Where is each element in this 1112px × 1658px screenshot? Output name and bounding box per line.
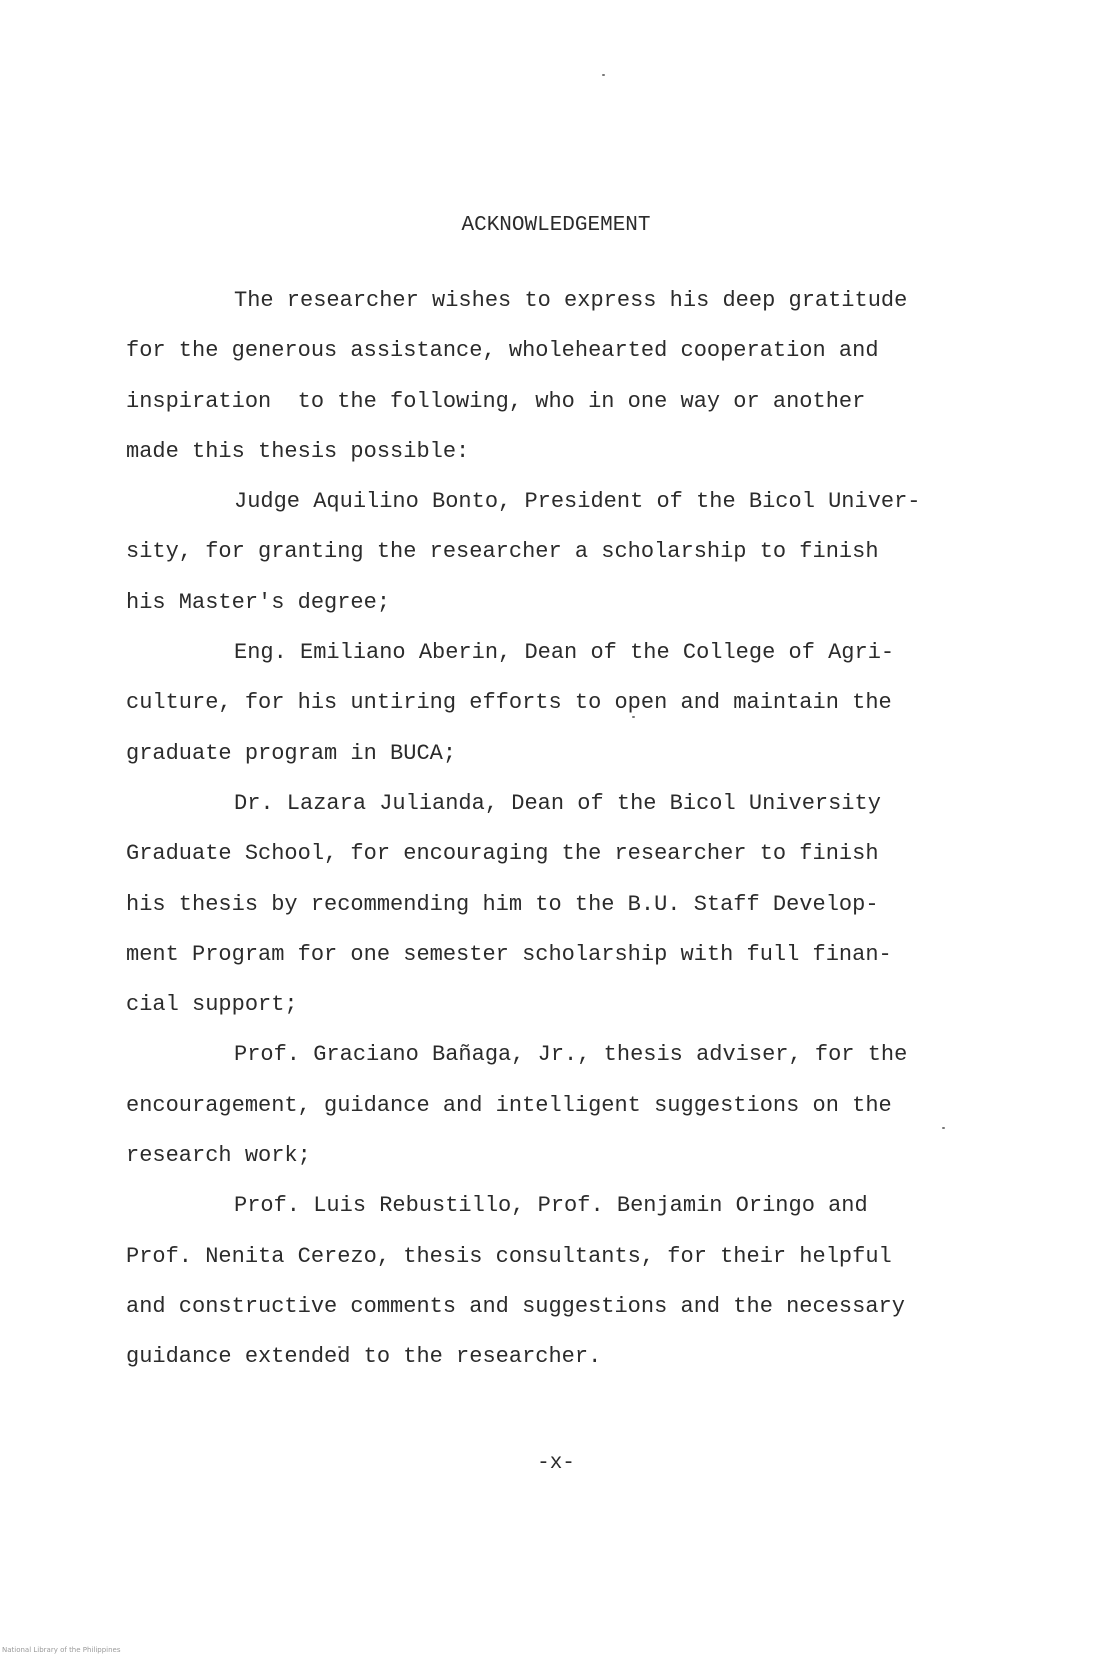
acknowledgement-body [126, 276, 1026, 1383]
footer-note: National Library of the Philippines [2, 1646, 121, 1654]
body-line: Judge Aquilino Bonto, President of the Bicol Univer- [234, 489, 921, 515]
body-line: his Master's degree; [126, 589, 391, 615]
body-line: The researcher wishes to express his deep gratitude [234, 288, 908, 313]
body-line: culture, for his untiring efforts to open and maintain the [126, 690, 892, 716]
body-line: Prof. Nenita Cerezo, thesis consultants, for their helpful [126, 1243, 892, 1269]
body-line: encouragement, guidance and intelligent suggestions on the [126, 1092, 892, 1118]
body-line: research work; [126, 1143, 311, 1169]
body-line: his thesis by recommending him to the B.U. Staff Develop- [126, 891, 879, 917]
body-line: sity, for granting the researcher a scholarship to finish [126, 539, 879, 565]
body-line: Graduate School, for encouraging the researcher to finish [126, 841, 879, 867]
body-line: guidance extended to the researcher. [126, 1344, 602, 1370]
body-line: cial support; [126, 992, 298, 1018]
body-line: made this thesis possible: [126, 438, 470, 464]
body-line: for the generous assistance, wholehearted cooperation and [126, 338, 879, 364]
scan-speck [602, 74, 605, 76]
body-line: inspiration to the following, who in one way or another [126, 388, 866, 414]
body-line: Prof. Graciano Bañaga, Jr., thesis adviser, for the [234, 1042, 908, 1068]
body-line: Prof. Luis Rebustillo, Prof. Benjamin Oringo and [234, 1193, 868, 1219]
body-line: Eng. Emiliano Aberin, Dean of the College of Agri- [234, 640, 895, 666]
body-line: and constructive comments and suggestions and the necessary [126, 1293, 905, 1319]
body-line: graduate program in BUCA; [126, 740, 457, 766]
document-title: ACKNOWLEDGEMENT [461, 214, 651, 237]
body-line: ment Program for one semester scholarship with full finan- [126, 941, 892, 967]
page-number: -x- [537, 1452, 575, 1475]
body-line: Dr. Lazara Julianda, Dean of the Bicol University [234, 790, 881, 816]
